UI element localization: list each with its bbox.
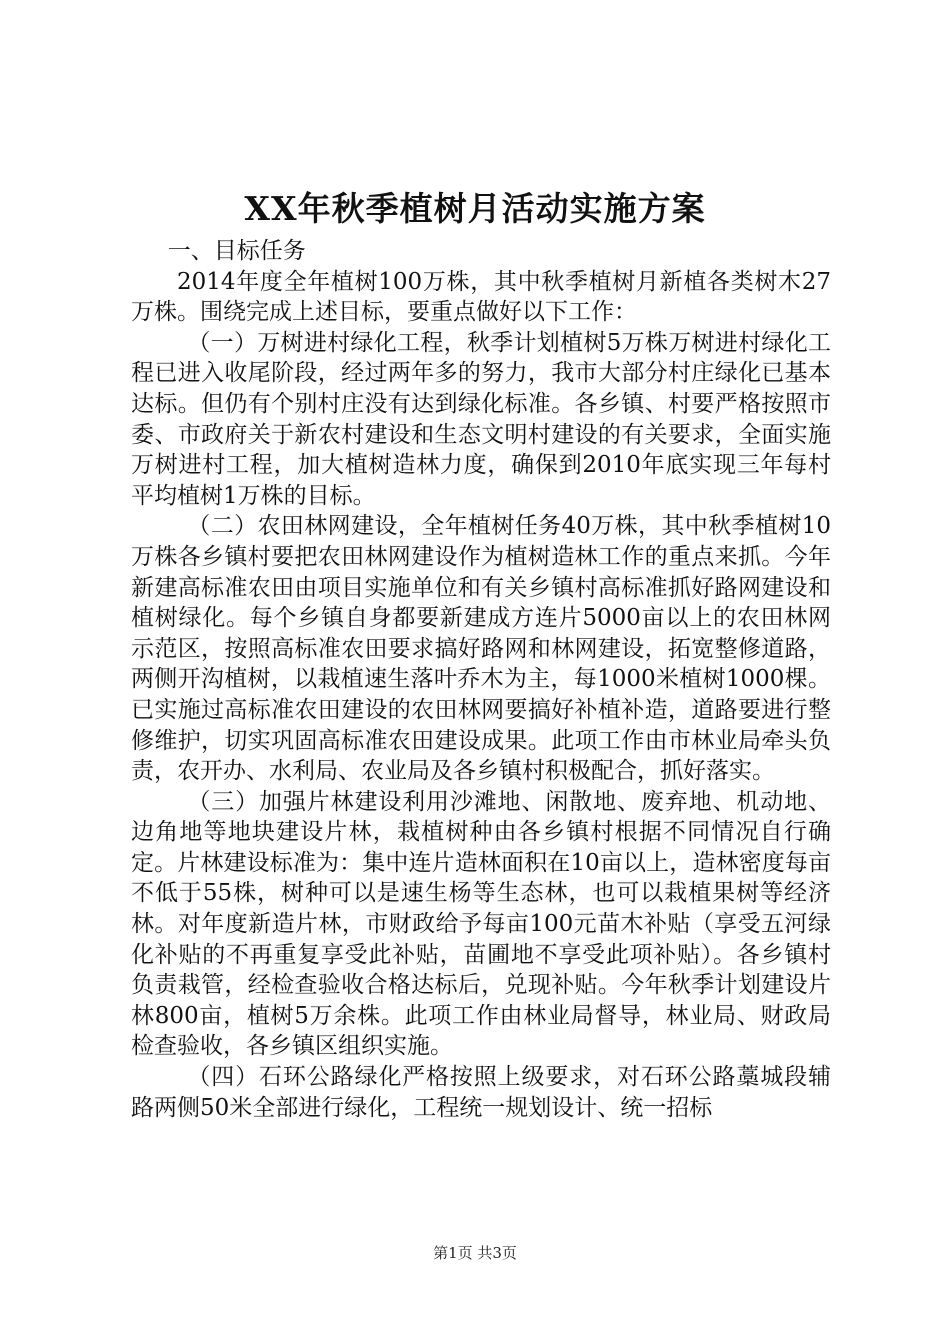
paragraph-item-4: （四）石环公路绿化严格按照上级要求，对石环公路藁城段辅路两侧50米全部进行绿化，工程统一规划设计、统一招标	[131, 1064, 831, 1121]
paragraph-overview: 2014年度全年植树100万株，其中秋季植树月新植各类树木27万株。围绕完成上述目标，要重点做好以下工作：	[131, 268, 831, 326]
section-heading: 一、目标任务	[167, 238, 306, 264]
paragraph-item-1: （一）万树进村绿化工程，秋季计划植树5万株万树进村绿化工程已进入收尾阶段，经过两年多的努力，我市大部分村庄绿化已基本达标。但仍有个别村庄没有达到绿化标准。各乡镇、村要严格按照市委、市政府关于新农村建设和生态文明村建设的有关要求，全面实施万树进村工程，加大植树造林力度，确保到2010年底实现三年每村平均植树1万株的目标。	[131, 329, 831, 509]
paragraph-item-3: （三）加强片林建设利用沙滩地、闲散地、废弃地、机动地、边角地等地块建设片林，栽植树种由各乡镇村根据不同情况自行确定。片林建设标准为：集中连片造林面积在10亩以上，造林密度每亩不低于55株，树种可以是速生杨等生态林，也可以栽植果树等经济林。对年度新造片林，市财政给予每亩100元苗木补贴（享受五河绿化补贴的不再重复享受此补贴，苗圃地不享受此项补贴）。各乡镇村负责栽管，经检查验收合格达标后，兑现补贴。今年秋季计划建设片林800亩，植树5万余株。此项工作由林业局督导，林业局、财政局检查验收，各乡镇区组织实施。	[131, 788, 831, 1060]
page-footer: 第1页 共3页	[433, 1244, 517, 1262]
paragraph-item-2: （二）农田林网建设，全年植树任务40万株，其中秋季植树10万株各乡镇村要把农田林网建设作为植树造林工作的重点来抓。今年新建高标准农田由项目实施单位和有关乡镇村高标准抓好路网建设和植树绿化。每个乡镇自身都要新建成方连片5000亩以上的农田林网示范区，按照高标准农田要求搞好路网和林网建设，拓宽整修道路，两侧开沟植树，以栽植速生落叶乔木为主，每1000米植树1000棵。已实施过高标准农田建设的农田林网要搞好补植补造，道路要进行整修维护，切实巩固高标准农田建设成果。此项工作由市林业局牵头负责，农开办、水利局、农业局及各乡镇村积极配合，抓好落实。	[131, 513, 831, 785]
document-body	[131, 236, 831, 1123]
document-title: XX年秋季植树月活动实施方案	[244, 189, 706, 228]
